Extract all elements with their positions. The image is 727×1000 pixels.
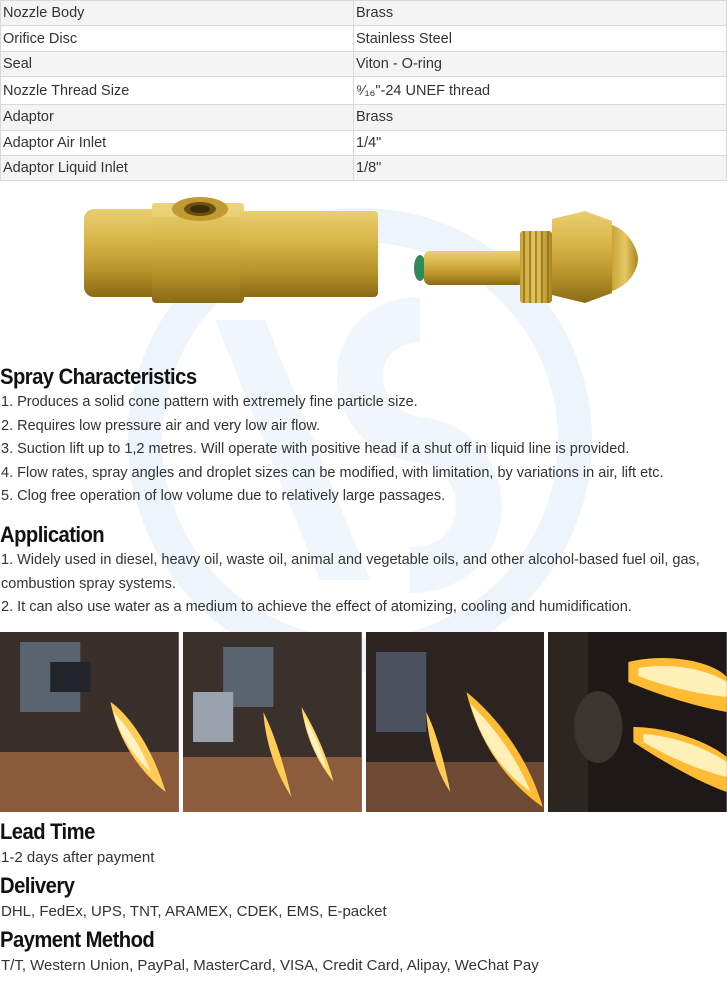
spec-value: Stainless Steel — [354, 26, 727, 51]
table-row — [1, 77, 727, 105]
spec-label: Orifice Disc — [1, 26, 354, 51]
spec-label: Nozzle Body — [1, 1, 354, 26]
flame-photo — [0, 632, 179, 812]
spray-list — [0, 391, 727, 508]
spec-value: ⁹⁄₁₆"-24 UNEF thread — [354, 77, 727, 105]
lead-time-text: 1-2 days after payment — [1, 848, 155, 866]
section-heading: Spray Characteristics — [0, 364, 197, 390]
list-item: 1. Produces a solid cone pattern with extremely fine particle size. — [1, 394, 418, 411]
delivery-section — [0, 872, 727, 924]
list-item: 3. Suction lift up to 1,2 metres. Will operate with positive head if a shut off in liquid line is provided. — [1, 441, 630, 458]
spec-value: Viton - O-ring — [354, 51, 727, 76]
table-row — [1, 105, 727, 130]
section-heading: Lead Time — [0, 818, 95, 844]
application-list — [0, 549, 727, 619]
nozzle-assembly-image — [0, 181, 727, 363]
section-heading: Application — [0, 522, 105, 548]
nozzle-body-image — [84, 197, 378, 303]
list-item: 5. Clog free operation of low volume due to relatively large passages. — [1, 487, 446, 504]
spec-value: Brass — [354, 105, 727, 130]
delivery-text: DHL, FedEx, UPS, TNT, ARAMEX, CDEK, EMS, E-packet — [1, 902, 387, 920]
flame-photo-gallery — [0, 632, 727, 812]
payment-text: T/T, Western Union, PayPal, MasterCard, VISA, Credit Card, Alipay, WeChat Pay — [1, 956, 539, 974]
spec-label: Seal — [1, 51, 354, 76]
nozzle-tip-image — [414, 211, 638, 303]
spec-value: 1/4" — [354, 130, 727, 155]
lead-time-section — [0, 818, 727, 870]
spec-label: Adaptor — [1, 105, 354, 130]
spec-label: Adaptor Liquid Inlet — [1, 155, 354, 180]
spec-value: Brass — [354, 1, 727, 26]
payment-method-section — [0, 926, 727, 978]
application-section — [0, 521, 727, 619]
table-row — [1, 130, 727, 155]
product-image — [0, 181, 727, 363]
table-row — [1, 51, 727, 76]
table-row — [1, 26, 727, 51]
section-heading: Payment Method — [0, 926, 155, 952]
flame-photo — [548, 632, 727, 812]
specs-table — [0, 0, 727, 181]
list-item: 1. Widely used in diesel, heavy oil, waste oil, animal and vegetable oils, and other alcohol-based fuel oil, gas, combustion spray systems. — [1, 552, 700, 592]
flame-photo — [366, 632, 545, 812]
section-heading: Delivery — [0, 872, 75, 898]
list-item: 2. It can also use water as a medium to achieve the effect of atomizing, cooling and humidification. — [1, 599, 632, 616]
list-item: 4. Flow rates, spray angles and droplet sizes can be modified, with limitation, by variations in air, lift etc. — [1, 464, 664, 481]
list-item: 2. Requires low pressure air and very low air flow. — [1, 417, 321, 434]
spray-characteristics-section — [0, 363, 727, 508]
table-row — [1, 1, 727, 26]
spec-label: Adaptor Air Inlet — [1, 130, 354, 155]
table-row — [1, 155, 727, 180]
spec-label: Nozzle Thread Size — [1, 77, 354, 105]
flame-photo — [183, 632, 362, 812]
spec-value: 1/8" — [354, 155, 727, 180]
